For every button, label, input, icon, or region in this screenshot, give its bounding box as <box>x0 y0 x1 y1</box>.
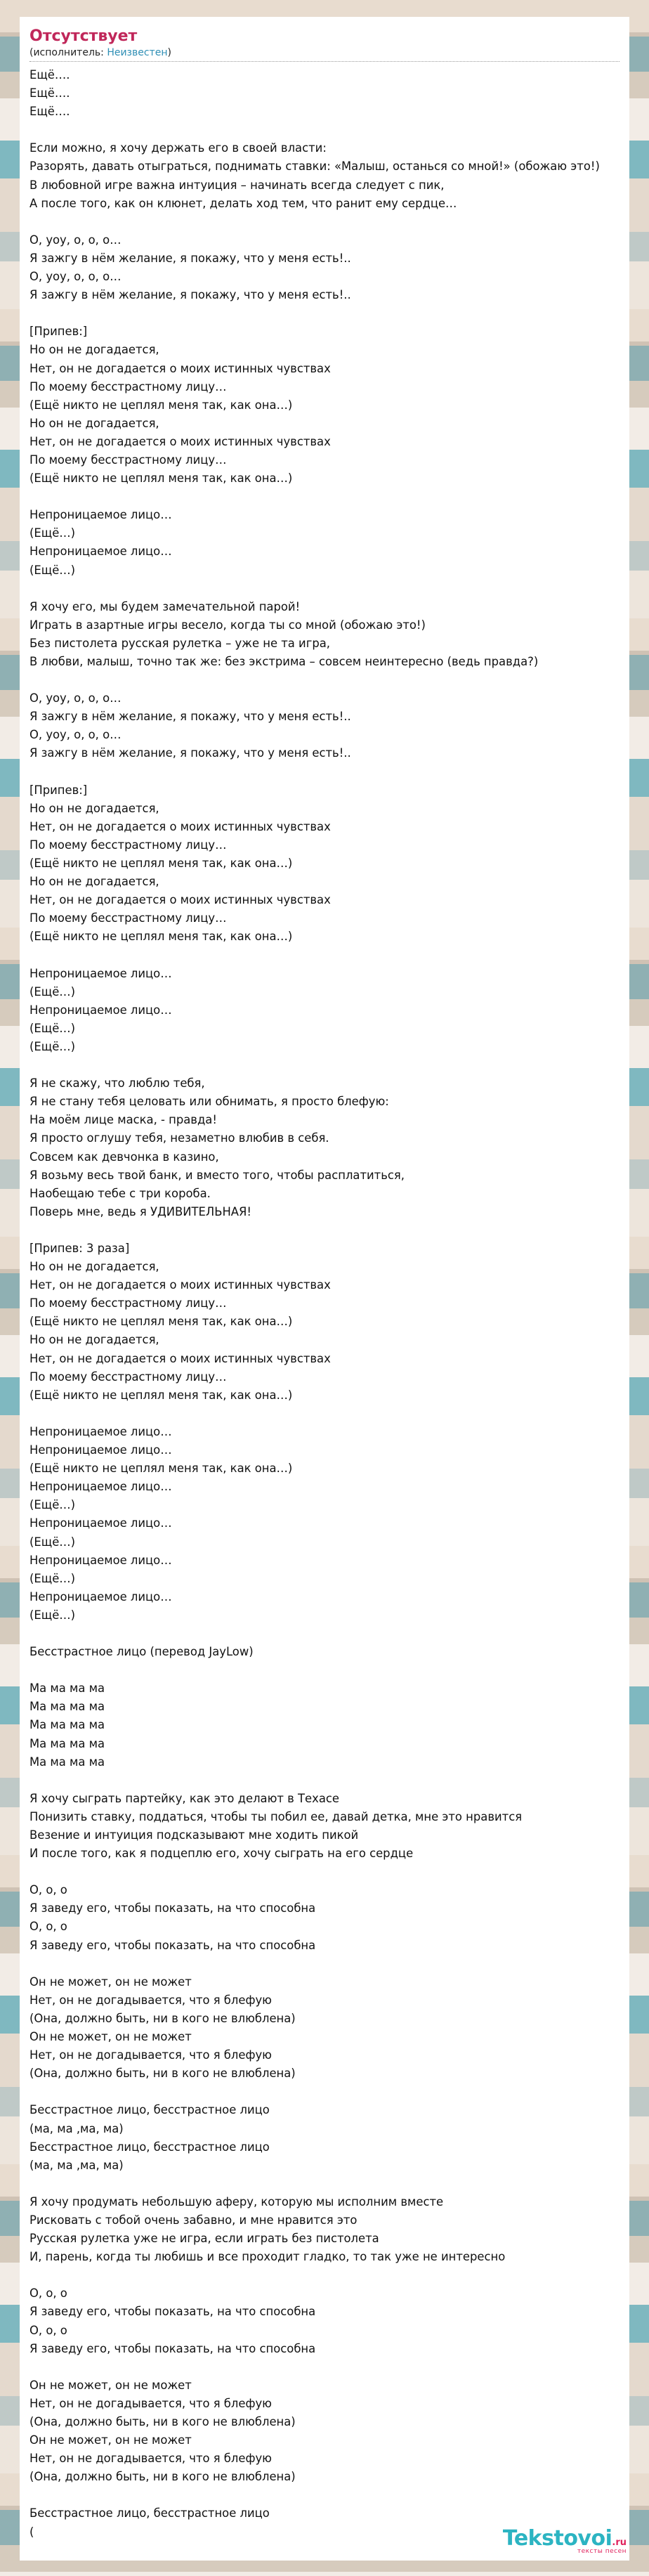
lyrics-text: Ещё…. Ещё…. Ещё…. Если можно, я хочу держать его в своей власти: Разорять, давать отыграться, поднимать ставки: «Малыш, останься со мной!» (обожаю это!) В любовной игре важна интуиция – начинать всегда следует с пик, А после того, как он клюнет, делать ход тем, что ранит ему сердце… О, уоу, о, о, о… Я зажгу в нём желание, я покажу, что у меня есть!.. О, уоу, о, о, о… Я зажгу в нём желание, я покажу, что у меня есть!.. [Припев:] Но он не догадается, Нет, он не догадается о моих истинных чувствах По моему бесстрастному лицу… (Ещё никто не цеплял меня так, как она…) Но он не догадается, Нет, он не догадается о моих истинных чувствах По моему бесстрастному лицу… (Ещё никто не цеплял меня так, как она…) Непроницаемое лицо… (Ещё…) Непроницаемое лицо… (Ещё…) Я хочу его, мы будем замечательной парой! Играть в азартные игры весело, когда ты со мной (обожаю это!) Без пистолета русская рулетка – уже не та игра, В любви, малыш, точно так же: без экстрима – совсем неинтересно (ведь правда?) О, уоу, о, о, о… Я зажгу в нём желание, я покажу, что у меня есть!.. О, уоу, о, о, о… Я зажгу в нём желание, я покажу, что у меня есть!.. [Припев:] Но он не догадается, Нет, он не догадается о моих истинных чувствах По моему бесстрастному лицу… (Ещё никто не цеплял меня так, как она…) Но он не догадается, Нет, он не догадается о моих истинных чувствах По моему бесстрастному лицу… (Ещё никто не цеплял меня так, как она…) Непроницаемое лицо… (Ещё…) Непроницаемое лицо… (Ещё…) (Ещё…) Я не скажу, что люблю тебя, Я не стану тебя целовать или обнимать, я просто блефую: На моём лице маска, - правда! Я просто оглушу тебя, незаметно влюбив в себя. Совсем как девчонка в казино, Я возьму весь твой банк, и вместо того, чтобы расплатиться, Наобещаю тебе с три короба. Поверь мне, ведь я УДИВИТЕЛЬНАЯ! [Припев: 3 раза] Но он не догадается, Нет, он не догадается о моих истинных чувствах По моему бесстрастному лицу… (Ещё никто не цеплял меня так, как она…) Но он не догадается, Нет, он не догадается о моих истинных чувствах По моему бесстрастному лицу… (Ещё никто не цеплял меня так, как она…) Непроницаемое лицо… Непроницаемое лицо… (Ещё никто не цеплял меня так, как она…) Непроницаемое лицо… (Ещё…) Непроницаемое лицо… (Ещё…) Непроницаемое лицо… (Ещё…) Непроницаемое лицо… (Ещё…) Бесстрастное лицо (перевод JayLow) Ма ма ма ма Ма ма ма ма Ма ма ма ма Ма ма ма ма Ма ма ма ма Я хочу сыграть партейку, как это делают в Техасе Понизить ставку, поддаться, чтобы ты побил ее, давай детка, мне это нравится Везение и интуиция подсказывают мне ходить пикой И после того, как я подцеплю его, хочу сыграть на его сердце О, о, о Я заведу его, чтобы показать, на что способна О, о, о Я заведу его, чтобы показать, на что способна Он не может, он не может Нет, он не догадывается, что я блефую (Она, должно быть, ни в кого не влюблена) Он не может, он не может Нет, он не догадывается, что я блефую (Она, должно быть, ни в кого не влюблена) Бесстрастное лицо, бесстрастное лицо (ма, ма ,ма, ма) Бесстрастное лицо, бесстрастное лицо (ма, ма ,ма, ма) Я хочу продумать небольшую аферу, которую мы исполним вместе Рисковать с тобой очень забавно, и мне нравится это Русская рулетка уже не игра, если играть без пистолета И, парень, когда ты любишь и все проходит гладко, то так уже не интересно О, о, о Я заведу его, чтобы показать, на что способна О, о, о Я заведу его, чтобы показать, на что способна Он не может, он не может Нет, он не догадывается, что я блефую (Она, должно быть, ни в кого не влюблена) Он не может, он не может Нет, он не догадывается, что я блефую (Она, должно быть, ни в кого не влюблена) Бесстрастное лицо, бесстрастное лицо ( <box>29 68 600 2539</box>
logo-name: Tekstovoi <box>502 2526 612 2551</box>
lyrics-card <box>20 17 629 2561</box>
artist-link[interactable]: Неизвестен <box>107 47 168 58</box>
logo-tagline: тексты песен <box>577 2548 627 2555</box>
logo-tld: .ru <box>612 2537 627 2548</box>
artist-prefix: (исполнитель: <box>29 47 107 58</box>
artist-line <box>29 46 620 62</box>
site-logo[interactable] <box>503 2526 627 2555</box>
song-title: Отсутствует <box>29 27 138 45</box>
artist-suffix: ) <box>167 47 171 58</box>
